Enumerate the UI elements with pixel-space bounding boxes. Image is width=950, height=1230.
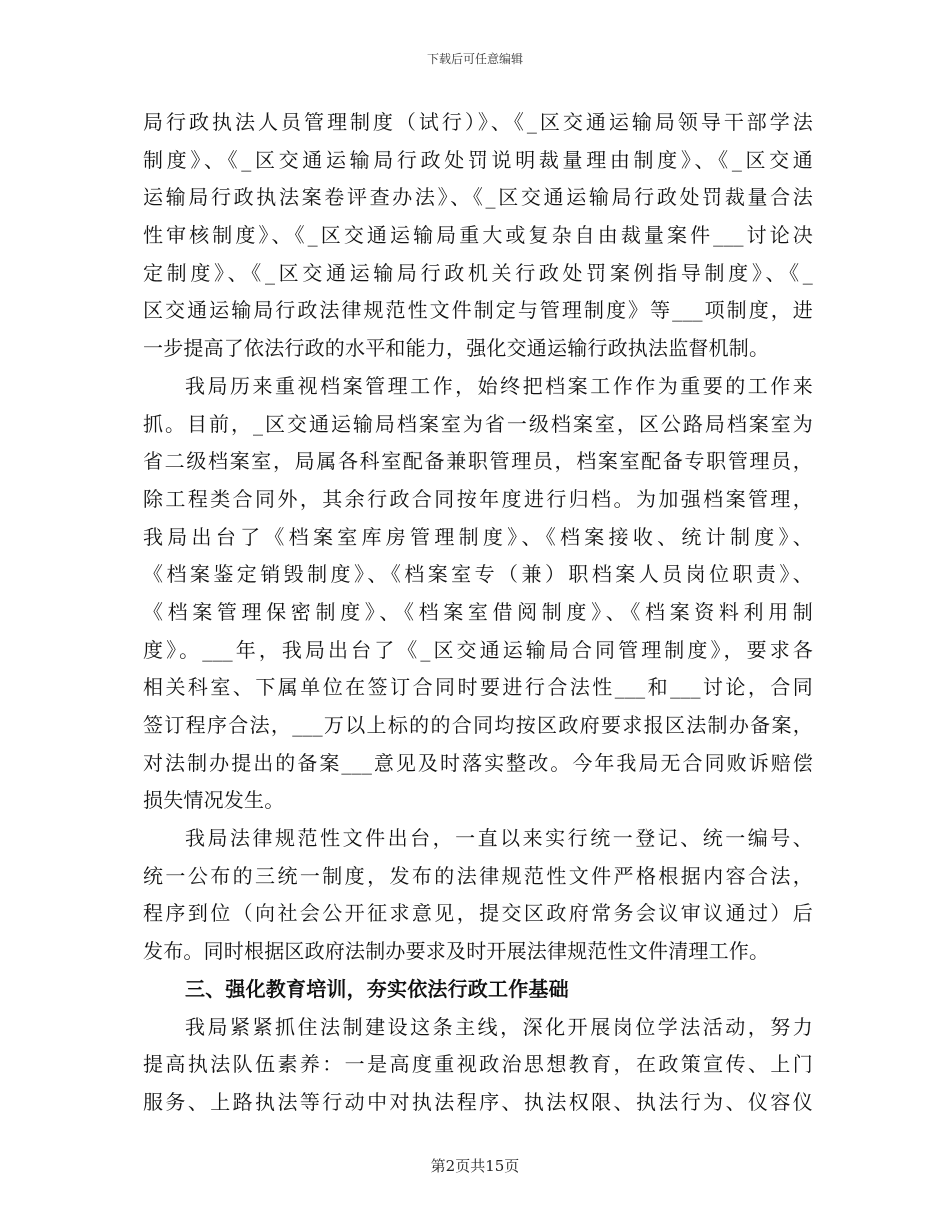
text-line: 一步提高了依法行政的水平和能力，强化交通运输行政执法监督机制。 [143,336,770,361]
text-line: 签订程序合法，___万以上标的的合同均按区政府要求报区法制办备案， [143,713,813,737]
text-line: 定制度》、《_区交通运输局行政机关行政处罚案例指导制度》、《_ [143,260,813,285]
text-line: 《档案鉴定销毁制度》、《档案室专（兼）职档案人员岗位职责》、 [143,562,813,587]
text-line: 《档案管理保密制度》、《档案室借阅制度》、《档案资料利用制 [143,599,813,624]
document-body [143,104,813,1122]
section-heading: 三、强化教育培训，夯实依法行政工作基础 [185,976,569,1001]
text-line: 我局出台了《档案室库房管理制度》、《档案接收、统计制度》、 [143,524,813,549]
text-line: 性审核制度》、《_区交通运输局重大或复杂自由裁量案件___讨论决 [143,223,813,248]
page-number: 第2页共15页 [430,1157,520,1175]
text-line: 发布。同时根据区政府法制办要求及时开展法律规范性文件清理工作。 [143,939,770,964]
text-line: 运输局行政执法案卷评查办法》、《_区交通运输局行政处罚裁量合法 [143,185,813,210]
text-line: 除工程类合同外，其余行政合同按年度进行归档。为加强档案管理， [143,486,813,511]
text-line: 损失情况发生。 [143,788,285,813]
text-line: 对法制办提出的备案___意见及时落实整改。今年我局无合同败诉赔偿 [143,750,813,775]
text-line: 服务、上路执法等行动中对执法程序、执法权限、执法行为、仪容仪 [143,1089,813,1114]
text-line: 提高执法队伍素养：一是高度重视政治思想教育，在政策宣传、上门 [143,1052,813,1077]
text-line: 区交通运输局行政法律规范性文件制定与管理制度》等___项制度，进 [143,298,813,323]
text-line: 局行政执法人员管理制度（试行）》、《_区交通运输局领导干部学法 [143,110,813,134]
text-line: 程序到位（向社会公开征求意见，提交区政府常务会议审议通过）后 [143,901,813,926]
text-line: 统一公布的三统一制度，发布的法律规范性文件严格根据内容合法， [143,863,813,888]
text-line: 省二级档案室，局属各科室配备兼职管理员，档案室配备专职管理员， [143,449,813,474]
text-line: 相关科室、下属单位在签订合同时要进行合法性___和___讨论，合同 [143,675,813,700]
text-line: 我局紧紧抓住法制建设这条主线，深化开展岗位学法活动，努力 [185,1014,813,1039]
text-line: 抓。目前，_区交通运输局档案室为省一级档案室，区公路局档案室为 [143,411,813,436]
text-line: 度》。___年，我局出台了《_区交通运输局合同管理制度》，要求各 [143,637,813,662]
text-line: 我局历来重视档案管理工作，始终把档案工作作为重要的工作来 [185,373,813,398]
text-line: 制度》、《_区交通运输局行政处罚说明裁量理由制度》、《_区交通 [143,147,813,172]
text-line: 我局法律规范性文件出台，一直以来实行统一登记、统一编号、 [185,826,813,851]
page-header: 下载后可任意编辑 [426,52,523,66]
